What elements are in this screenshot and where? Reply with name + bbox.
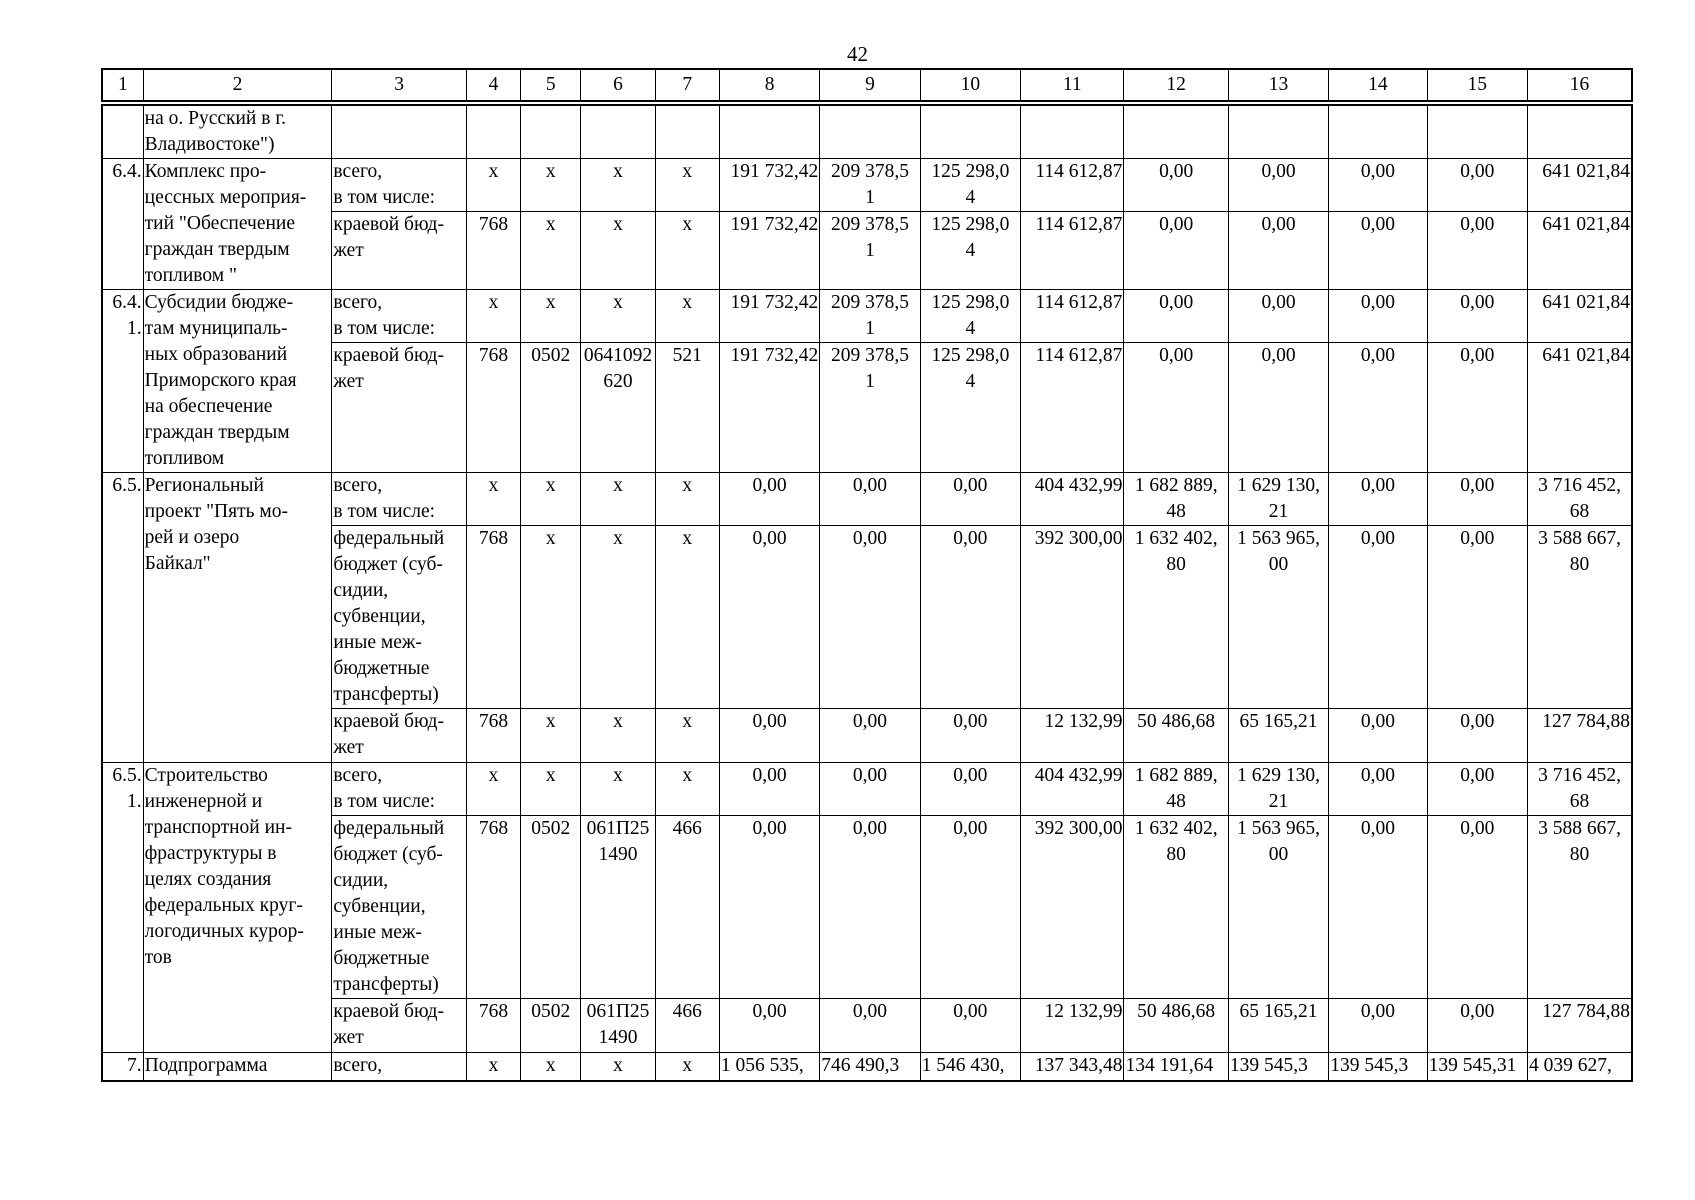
table-cell: 114 612,87	[1021, 343, 1124, 473]
table-cell: 65 165,21	[1228, 999, 1328, 1053]
table-cell: 0,00	[1124, 290, 1228, 343]
col-header-6: 6	[581, 69, 655, 101]
table-cell: 0,00	[1124, 159, 1228, 212]
table-cell: х	[581, 290, 655, 343]
table-cell: 0,00	[1427, 290, 1527, 343]
table-cell: 125 298,0 4	[920, 159, 1020, 212]
table-cell: 521	[655, 343, 719, 473]
table-cell: 0,00	[920, 999, 1020, 1053]
col-header-3: 3	[332, 69, 467, 101]
col-header-7: 7	[655, 69, 719, 101]
col-header-2: 2	[143, 69, 332, 101]
table-cell: х	[581, 473, 655, 526]
col-header-1: 1	[102, 69, 143, 101]
table-cell: 0502	[521, 343, 581, 473]
table-cell: 1 629 130, 21	[1228, 473, 1328, 526]
table-cell: 0502	[521, 999, 581, 1053]
table-cell: 137 343,48	[1021, 1053, 1124, 1081]
table-cell: х	[581, 763, 655, 816]
funding-source-cell: краевой бюд- жет	[332, 999, 467, 1053]
table-cell: 0,00	[1329, 526, 1427, 709]
table-cell	[1427, 105, 1527, 159]
table-cell: 1 632 402, 80	[1124, 816, 1228, 999]
table-row	[102, 159, 1632, 212]
table-cell: 125 298,0 4	[920, 290, 1020, 343]
row-name-cell: Субсидии бюдже- там муниципаль- ных образований Приморского края на обеспечение граждан твердым топливом	[143, 290, 332, 473]
table-cell: 0,00	[1329, 212, 1427, 290]
row-name-cell: Подпрограмма	[143, 1053, 332, 1081]
table-cell	[655, 105, 719, 159]
table-cell: х	[466, 763, 520, 816]
table-cell: 0,00	[1329, 290, 1427, 343]
page-number: 42	[847, 42, 868, 66]
col-header-12: 12	[1124, 69, 1228, 101]
table-cell: 0,00	[1427, 526, 1527, 709]
table-cell: 0,00	[1329, 709, 1427, 763]
table-cell: 1 682 889, 48	[1124, 763, 1228, 816]
col-header-15: 15	[1427, 69, 1527, 101]
table-cell: х	[466, 290, 520, 343]
table-cell: 0,00	[1427, 343, 1527, 473]
table-cell: 0,00	[920, 473, 1020, 526]
table-cell: 1 563 965, 00	[1228, 816, 1328, 999]
row-name-cell: Региональный проект "Пять мо- рей и озеро Байкал"	[143, 473, 332, 763]
table-cell: 50 486,68	[1124, 999, 1228, 1053]
table-cell: 1 563 965, 00	[1228, 526, 1328, 709]
table-cell: 0,00	[719, 526, 819, 709]
table-cell: 0,00	[719, 473, 819, 526]
table-cell: 061П25 1490	[581, 816, 655, 999]
table-cell: 061П25 1490	[581, 999, 655, 1053]
table-cell: 3 716 452, 68	[1528, 473, 1633, 526]
table-cell: х	[521, 1053, 581, 1081]
table-cell: х	[521, 290, 581, 343]
table-cell: 209 378,5 1	[820, 159, 920, 212]
column-number-header	[101, 68, 1633, 102]
row-number-cell: 6.4. 1.	[102, 290, 143, 473]
table-cell: х	[581, 526, 655, 709]
row-number-cell: 6.5. 1.	[102, 763, 143, 1053]
table-cell: х	[581, 212, 655, 290]
table-cell: х	[521, 526, 581, 709]
table-cell: 1 629 130, 21	[1228, 763, 1328, 816]
table-row	[102, 290, 1632, 343]
funding-source-cell: краевой бюд- жет	[332, 709, 467, 763]
table-cell: 191 732,42	[719, 290, 819, 343]
table-cell: 12 132,99	[1021, 709, 1124, 763]
table-cell: 0,00	[719, 709, 819, 763]
table-cell: 125 298,0 4	[920, 212, 1020, 290]
funding-source-cell: федеральный бюджет (суб- сидии, субвенции, иные меж- бюджетные трансферты)	[332, 526, 467, 709]
table-cell: 392 300,00	[1021, 526, 1124, 709]
table-cell: 0,00	[1124, 343, 1228, 473]
table-cell: х	[466, 1053, 520, 1081]
table-cell: 1 546 430,	[920, 1053, 1020, 1081]
table-cell: х	[581, 709, 655, 763]
col-header-8: 8	[719, 69, 819, 101]
table-cell: 0,00	[1329, 763, 1427, 816]
table-cell: 4 039 627,	[1528, 1053, 1633, 1081]
col-header-16: 16	[1528, 69, 1633, 101]
table-cell: 0,00	[1124, 212, 1228, 290]
table-cell: х	[655, 212, 719, 290]
funding-source-cell	[332, 105, 467, 159]
table-cell: 0,00	[1329, 999, 1427, 1053]
table-cell: 466	[655, 999, 719, 1053]
col-header-13: 13	[1228, 69, 1328, 101]
table-cell: 3 588 667, 80	[1528, 816, 1633, 999]
table-cell: 392 300,00	[1021, 816, 1124, 999]
table-cell: 0,00	[1427, 763, 1527, 816]
table-cell: 0,00	[1228, 212, 1328, 290]
table-cell: 0,00	[1228, 159, 1328, 212]
table-cell: 0,00	[1329, 816, 1427, 999]
col-header-4: 4	[466, 69, 520, 101]
table-cell: 0,00	[1427, 159, 1527, 212]
table-cell: 0,00	[820, 473, 920, 526]
table-cell: х	[655, 290, 719, 343]
table-cell: 191 732,42	[719, 343, 819, 473]
table-cell: 1 056 535,	[719, 1053, 819, 1081]
table-cell: 3 716 452, 68	[1528, 763, 1633, 816]
table-cell: 466	[655, 816, 719, 999]
table-cell: 768	[466, 999, 520, 1053]
table-cell: х	[655, 159, 719, 212]
table-cell: 768	[466, 526, 520, 709]
table-cell: х	[521, 473, 581, 526]
table-cell: 0641092 620	[581, 343, 655, 473]
table-cell: х	[521, 212, 581, 290]
table-cell: 1 682 889, 48	[1124, 473, 1228, 526]
table-cell	[1528, 105, 1633, 159]
row-name-cell: Строительство инженерной и транспортной ин- фраструктуры в целях создания федеральных круг- логодичных курор- тов	[143, 763, 332, 1053]
table-cell: 50 486,68	[1124, 709, 1228, 763]
table-cell: 641 021,84	[1528, 343, 1633, 473]
table-cell: 0502	[521, 816, 581, 999]
table-cell: 127 784,88	[1528, 709, 1633, 763]
table-cell: 1 632 402, 80	[1124, 526, 1228, 709]
table-row	[102, 212, 1632, 290]
table-cell: 0,00	[1427, 212, 1527, 290]
table-cell: 768	[466, 212, 520, 290]
table-cell: 0,00	[820, 816, 920, 999]
table-cell: 0,00	[820, 763, 920, 816]
table-row	[102, 105, 1632, 159]
table-cell: х	[655, 1053, 719, 1081]
table-cell: 641 021,84	[1528, 159, 1633, 212]
table-cell	[920, 105, 1020, 159]
col-header-5: 5	[521, 69, 581, 101]
table-cell: 125 298,0 4	[920, 343, 1020, 473]
table-cell: 209 378,5 1	[820, 290, 920, 343]
table-row	[102, 526, 1632, 709]
table-cell: 139 545,31	[1427, 1053, 1527, 1081]
table-cell: х	[466, 159, 520, 212]
row-name-cell: на о. Русский в г. Владивостоке")	[143, 105, 332, 159]
table-cell: 191 732,42	[719, 212, 819, 290]
table-cell	[1228, 105, 1328, 159]
row-number-cell	[102, 105, 143, 159]
table-row	[102, 709, 1632, 763]
table-cell	[1124, 105, 1228, 159]
col-header-14: 14	[1329, 69, 1427, 101]
table-cell: 0,00	[1427, 999, 1527, 1053]
budget-table	[101, 104, 1633, 1082]
table-cell	[521, 105, 581, 159]
funding-source-cell: всего, в том числе:	[332, 290, 467, 343]
row-name-cell: Комплекс про- цессных мероприя- тий "Обеспечение граждан твердым топливом "	[143, 159, 332, 290]
table-cell: 0,00	[719, 999, 819, 1053]
table-cell: 641 021,84	[1528, 212, 1633, 290]
table-cell: 139 545,3	[1329, 1053, 1427, 1081]
table-cell: х	[655, 763, 719, 816]
table-cell: х	[655, 473, 719, 526]
table-cell: 0,00	[820, 999, 920, 1053]
table-cell: 191 732,42	[719, 159, 819, 212]
table-cell: 0,00	[1427, 816, 1527, 999]
table-cell: 768	[466, 343, 520, 473]
col-header-9: 9	[820, 69, 920, 101]
table-cell: 114 612,87	[1021, 290, 1124, 343]
funding-source-cell: всего, в том числе:	[332, 159, 467, 212]
col-header-10: 10	[920, 69, 1020, 101]
table-cell: 114 612,87	[1021, 159, 1124, 212]
table-cell: х	[521, 159, 581, 212]
table-cell: 404 432,99	[1021, 473, 1124, 526]
table-row	[102, 816, 1632, 999]
table-cell: 139 545,3	[1228, 1053, 1328, 1081]
row-number-cell: 7.	[102, 1053, 143, 1081]
table-cell: 209 378,5 1	[820, 343, 920, 473]
funding-source-cell: всего, в том числе:	[332, 473, 467, 526]
table-cell: х	[655, 709, 719, 763]
row-number-cell: 6.5.	[102, 473, 143, 763]
funding-source-cell: краевой бюд- жет	[332, 212, 467, 290]
table-cell: 3 588 667, 80	[1528, 526, 1633, 709]
table-cell: 0,00	[820, 709, 920, 763]
table-cell: 0,00	[719, 763, 819, 816]
table-cell: 114 612,87	[1021, 212, 1124, 290]
table-cell: 0,00	[1228, 290, 1328, 343]
row-number-cell: 6.4.	[102, 159, 143, 290]
table-row	[102, 999, 1632, 1053]
table-cell: 0,00	[1427, 473, 1527, 526]
table-cell: х	[581, 1053, 655, 1081]
table-cell: 127 784,88	[1528, 999, 1633, 1053]
table-cell	[1329, 105, 1427, 159]
table-cell	[820, 105, 920, 159]
table-cell: х	[466, 473, 520, 526]
table-cell: 768	[466, 816, 520, 999]
table-cell: 746 490,3	[820, 1053, 920, 1081]
table-cell: 768	[466, 709, 520, 763]
table-cell	[466, 105, 520, 159]
table-row	[102, 343, 1632, 473]
table-cell: 0,00	[920, 709, 1020, 763]
table-cell: 0,00	[1329, 343, 1427, 473]
table-cell: 641 021,84	[1528, 290, 1633, 343]
table-cell: 0,00	[1228, 343, 1328, 473]
table-cell: 0,00	[920, 526, 1020, 709]
table-cell: 134 191,64	[1124, 1053, 1228, 1081]
table-cell	[719, 105, 819, 159]
table-cell: 0,00	[1427, 709, 1527, 763]
table-cell: 0,00	[719, 816, 819, 999]
table-cell: 0,00	[1329, 159, 1427, 212]
table-cell: 12 132,99	[1021, 999, 1124, 1053]
funding-source-cell: федеральный бюджет (суб- сидии, субвенции, иные меж- бюджетные трансферты)	[332, 816, 467, 999]
table-cell: 0,00	[1329, 473, 1427, 526]
table-cell: х	[581, 159, 655, 212]
table-cell: 0,00	[920, 816, 1020, 999]
table-row	[102, 763, 1632, 816]
table-row	[102, 473, 1632, 526]
table-cell: 65 165,21	[1228, 709, 1328, 763]
table-cell: 0,00	[920, 763, 1020, 816]
table-cell: х	[521, 709, 581, 763]
col-header-11: 11	[1021, 69, 1124, 101]
funding-source-cell: краевой бюд- жет	[332, 343, 467, 473]
table-cell	[581, 105, 655, 159]
table-cell: 404 432,99	[1021, 763, 1124, 816]
table-cell: х	[521, 763, 581, 816]
table-cell: 0,00	[820, 526, 920, 709]
funding-source-cell: всего, в том числе:	[332, 763, 467, 816]
table-cell: 209 378,5 1	[820, 212, 920, 290]
table-cell: х	[655, 526, 719, 709]
table-cell	[1021, 105, 1124, 159]
funding-source-cell: всего,	[332, 1053, 467, 1081]
table-row	[102, 1053, 1632, 1081]
